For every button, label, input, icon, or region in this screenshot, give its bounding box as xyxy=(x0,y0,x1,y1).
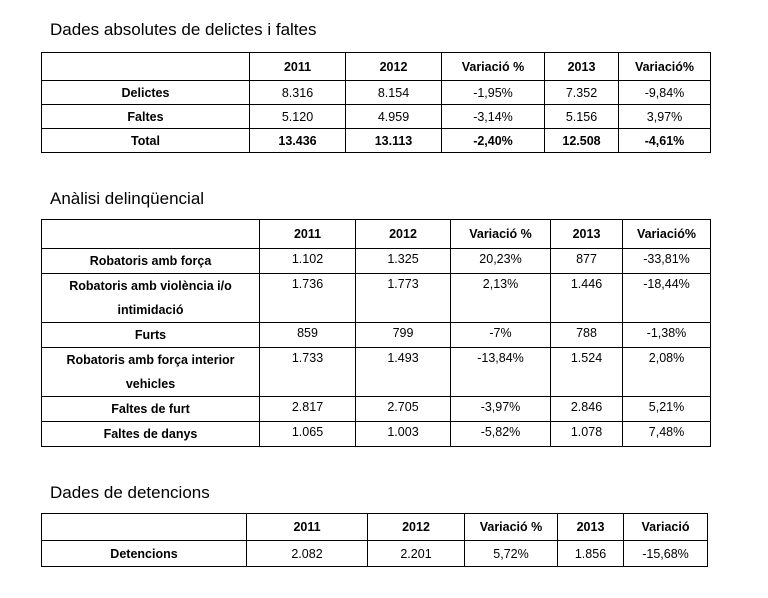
header-cell: Variació% xyxy=(619,53,711,81)
table-cell: 1.773 xyxy=(356,274,451,323)
table-cell: -5,82% xyxy=(451,422,551,447)
row-label: Robatoris amb violència i/o intimidació xyxy=(42,274,260,323)
header-cell: 2011 xyxy=(250,53,346,81)
header-cell: 2012 xyxy=(356,220,451,249)
row-label: Faltes de danys xyxy=(42,422,260,447)
table-cell: 1.733 xyxy=(260,348,356,397)
table-row xyxy=(42,105,711,129)
table-cell: -33,81% xyxy=(623,249,711,274)
row-label: Furts xyxy=(42,323,260,348)
row-label: Faltes de furt xyxy=(42,397,260,422)
row-label: Detencions xyxy=(42,541,247,567)
table-cell: 5.120 xyxy=(250,105,346,129)
table-cell: -7% xyxy=(451,323,551,348)
table-cell: 859 xyxy=(260,323,356,348)
table-cell: 8.316 xyxy=(250,81,346,105)
header-cell: Variació xyxy=(624,514,708,541)
table-cell: 1.325 xyxy=(356,249,451,274)
header-cell: 2012 xyxy=(346,53,442,81)
table-cell: 1.078 xyxy=(551,422,623,447)
table-cell: -2,40% xyxy=(442,129,545,153)
table-cell: 1.003 xyxy=(356,422,451,447)
table-cell: 5,21% xyxy=(623,397,711,422)
table-cell: 877 xyxy=(551,249,623,274)
section-title-delictes-faltes: Dades absolutes de delictes i faltes xyxy=(50,20,317,39)
table-cell: 1.102 xyxy=(260,249,356,274)
table-cell: 2.082 xyxy=(247,541,368,567)
header-cell: 2011 xyxy=(260,220,356,249)
table-cell: -1,38% xyxy=(623,323,711,348)
table-row xyxy=(42,249,711,274)
table-row xyxy=(42,541,708,567)
table-header-row xyxy=(42,53,711,81)
table-cell: 1.524 xyxy=(551,348,623,397)
table-cell: 13.113 xyxy=(346,129,442,153)
header-cell xyxy=(42,220,260,249)
table-total-row xyxy=(42,129,711,153)
table-row xyxy=(42,422,711,447)
header-cell: 2013 xyxy=(551,220,623,249)
table-delictes-faltes xyxy=(41,52,711,153)
table-cell: 799 xyxy=(356,323,451,348)
table-cell: 1.736 xyxy=(260,274,356,323)
table-header-row xyxy=(42,514,708,541)
table-cell: -4,61% xyxy=(619,129,711,153)
section-title-analisi: Anàlisi delinqüencial xyxy=(50,189,205,208)
header-cell: Variació% xyxy=(623,220,711,249)
header-cell xyxy=(42,53,250,81)
table-cell: -18,44% xyxy=(623,274,711,323)
table-cell: 1.856 xyxy=(558,541,624,567)
table-cell: 1.493 xyxy=(356,348,451,397)
table-cell: 788 xyxy=(551,323,623,348)
table-detencions xyxy=(41,513,708,567)
row-label: Robatoris amb força xyxy=(42,249,260,274)
table-cell: 7,48% xyxy=(623,422,711,447)
header-cell: 2012 xyxy=(368,514,465,541)
row-label: Total xyxy=(42,129,250,153)
row-label: Faltes xyxy=(42,105,250,129)
table-cell: 7.352 xyxy=(545,81,619,105)
table-cell: 8.154 xyxy=(346,81,442,105)
row-label: Delictes xyxy=(42,81,250,105)
table-cell: 13.436 xyxy=(250,129,346,153)
section-title-detencions: Dades de detencions xyxy=(50,483,210,502)
table-cell: 1.065 xyxy=(260,422,356,447)
table-cell: -3,97% xyxy=(451,397,551,422)
table-cell: 20,23% xyxy=(451,249,551,274)
table-row xyxy=(42,397,711,422)
header-cell: 2011 xyxy=(247,514,368,541)
header-cell: 2013 xyxy=(545,53,619,81)
table-cell: 2.705 xyxy=(356,397,451,422)
header-cell: Variació % xyxy=(451,220,551,249)
table-cell: 2.817 xyxy=(260,397,356,422)
table-row xyxy=(42,348,711,397)
header-cell: Variació % xyxy=(465,514,558,541)
table-cell: 2,08% xyxy=(623,348,711,397)
table-cell: 3,97% xyxy=(619,105,711,129)
table-analisi-delinquencial xyxy=(41,219,711,447)
table-cell: 1.446 xyxy=(551,274,623,323)
table-cell: 4.959 xyxy=(346,105,442,129)
header-cell xyxy=(42,514,247,541)
header-cell: 2013 xyxy=(558,514,624,541)
table-row xyxy=(42,81,711,105)
table-cell: 2.201 xyxy=(368,541,465,567)
table-cell: -1,95% xyxy=(442,81,545,105)
table-cell: 2.846 xyxy=(551,397,623,422)
table-row xyxy=(42,274,711,323)
table-header-row xyxy=(42,220,711,249)
table-row xyxy=(42,323,711,348)
table-cell: -15,68% xyxy=(624,541,708,567)
row-label: Robatoris amb força interior vehicles xyxy=(42,348,260,397)
table-cell: 2,13% xyxy=(451,274,551,323)
header-cell: Variació % xyxy=(442,53,545,81)
table-cell: -9,84% xyxy=(619,81,711,105)
table-cell: -3,14% xyxy=(442,105,545,129)
table-cell: 5.156 xyxy=(545,105,619,129)
table-cell: 12.508 xyxy=(545,129,619,153)
table-cell: 5,72% xyxy=(465,541,558,567)
table-cell: -13,84% xyxy=(451,348,551,397)
